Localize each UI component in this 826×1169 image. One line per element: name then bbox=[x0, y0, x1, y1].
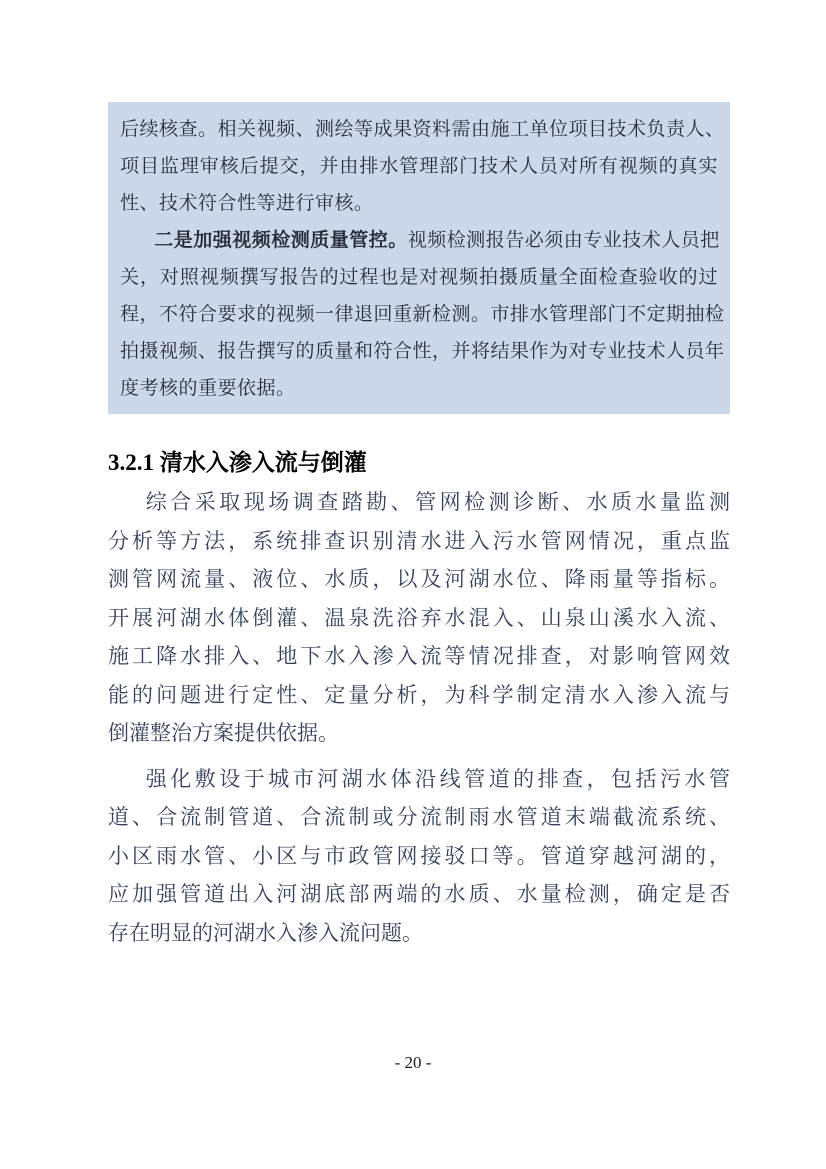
text-line bbox=[120, 370, 718, 407]
text-line bbox=[120, 296, 725, 333]
text-line bbox=[108, 837, 730, 876]
text-run: 关，对照视频撰写报告的过程也是对视频拍摄质量全面检查验收的过 bbox=[120, 267, 718, 288]
text-line bbox=[108, 483, 730, 522]
text-run: 程，不符合要求的视频一律退回重新检测。市排水管理部门不定期抽检 bbox=[120, 304, 725, 325]
text-run: 小区雨水管、小区与市政管网接驳口等。管道穿越河湖的， bbox=[108, 843, 730, 868]
text-line bbox=[108, 914, 730, 953]
text-run: 测管网流量、液位、水质，以及河湖水位、降雨量等指标。 bbox=[108, 567, 730, 591]
text-run: 道、合流制管道、合流制或分流制雨水管道末端截流系统、 bbox=[108, 805, 730, 829]
text-run: 拍摄视频、报告撰写的质量和符合性，并将结果作为对专业技术人员年 bbox=[120, 341, 725, 362]
text-run: 能的问题进行定性、定量分析，为科学制定清水入渗入流与 bbox=[108, 682, 730, 707]
highlighted-text-box bbox=[108, 102, 730, 414]
text-run: 强化敷设于城市河湖水体沿线管道的排查，包括污水管 bbox=[145, 766, 730, 791]
text-run: 性、技术符合性等进行审核。 bbox=[120, 193, 374, 214]
text-run: 开展河湖水体倒灌、温泉洗浴弃水混入、山泉山溪水入流、 bbox=[108, 605, 730, 630]
paragraph bbox=[120, 222, 725, 407]
text-run: 倒灌整治方案提供依据。 bbox=[108, 721, 339, 745]
paragraph bbox=[108, 760, 730, 953]
paragraph bbox=[108, 483, 730, 753]
bold-text-run: 二是加强视频检测质量管控。 bbox=[154, 230, 408, 251]
paragraph bbox=[120, 111, 725, 222]
text-line bbox=[108, 875, 730, 914]
text-line bbox=[120, 333, 725, 370]
text-line bbox=[108, 560, 730, 599]
text-line bbox=[108, 714, 730, 753]
text-run: 后续核查。相关视频、测绘等成果资料需由施工单位项目技术负责人、 bbox=[120, 119, 725, 140]
text-run: 视频检测报告必须由专业技术人员把 bbox=[407, 230, 720, 251]
text-line bbox=[120, 259, 718, 296]
text-run: 分析等方法，系统排查识别清水进入污水管网情况，重点监 bbox=[108, 528, 730, 553]
text-line bbox=[108, 760, 730, 799]
text-line bbox=[120, 185, 718, 222]
text-line bbox=[120, 148, 718, 185]
text-run: 综合采取现场调查踏勘、管网检测诊断、水质水量监测 bbox=[145, 490, 730, 514]
text-line bbox=[108, 676, 730, 715]
text-line bbox=[120, 111, 725, 148]
text-run: 度考核的重要依据。 bbox=[120, 378, 296, 399]
text-line bbox=[108, 599, 730, 638]
page-number: - 20 - bbox=[394, 1053, 432, 1072]
section-heading: 3.2.1 清水入渗入流与倒灌 bbox=[108, 450, 367, 475]
section-body bbox=[108, 483, 730, 952]
text-run: 存在明显的河湖水入渗入流问题。 bbox=[108, 920, 423, 945]
text-line bbox=[108, 522, 730, 561]
text-line bbox=[108, 637, 730, 676]
text-run: 施工降水排入、地下水入渗入流等情况排查，对影响管网效 bbox=[108, 644, 730, 668]
text-line bbox=[120, 222, 718, 259]
text-run: 项目监理审核后提交，并由排水管理部门技术人员对所有视频的真实 bbox=[120, 156, 718, 177]
text-run: 应加强管道出入河湖底部两端的水质、水量检测，确定是否 bbox=[108, 882, 730, 906]
text-line bbox=[108, 798, 730, 837]
